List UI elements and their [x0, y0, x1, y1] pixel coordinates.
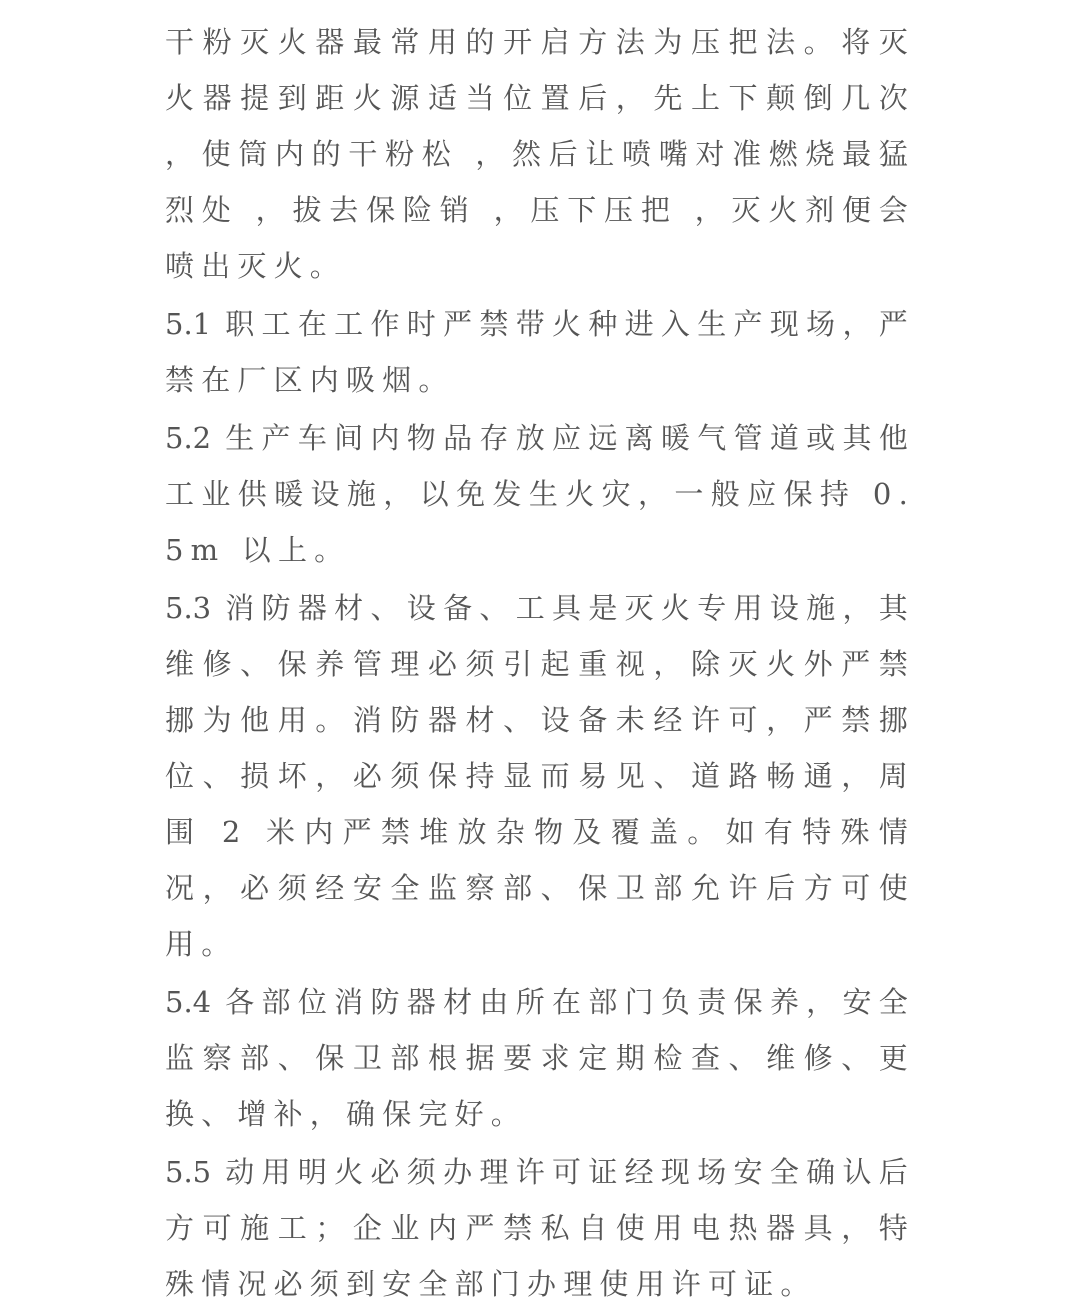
paragraph-5-2	[165, 410, 915, 578]
document-body	[165, 14, 915, 1314]
paragraph-text: 动用明火必须办理许可证经现场安全确认后方可施工；企业内严禁私自使用电热器具，特殊情况必须到安全部门办理使用许可证。	[165, 1155, 915, 1301]
paragraph-5-5	[165, 1144, 915, 1312]
section-number: 5.4	[165, 985, 212, 1019]
paragraph-text: 职工在工作时严禁带火种进入生产现场，严禁在厂区内吸烟。	[165, 307, 915, 397]
paragraph-text: 消防器材、设备、工具是灭火专用设施，其维修、保养管理必须引起重视，除灭火外严禁挪为他用。消防器材、设备未经许可，严禁挪位、损坏，必须保持显而易见、道路畅通，周围 2 米内严禁堆放杂物及覆盖。如有特殊情况，必须经安全监察部、保卫部允许后方可使用。	[165, 591, 915, 961]
section-number: 5.2	[165, 421, 212, 455]
paragraph-5-3	[165, 580, 915, 972]
paragraph-5-4	[165, 974, 915, 1142]
paragraph-5-1	[165, 296, 915, 408]
section-number: 5.5	[165, 1155, 212, 1189]
paragraph-intro	[165, 14, 915, 294]
section-number: 5.3	[165, 591, 212, 625]
paragraph-text: 生产车间内物品存放应远离暖气管道或其他工业供暖设施，以免发生火灾，一般应保持 0.5m 以上。	[165, 421, 915, 567]
paragraph-text: 干粉灭火器最常用的开启方法为压把法。将灭火器提到距火源适当位置后，先上下颠倒几次 ，使筒内的干粉松 ，然后让喷嘴对准燃烧最猛烈处 ，拔去保险销 ，压下压把 ，灭火剂便会喷出灭火。	[165, 25, 915, 283]
paragraph-text: 各部位消防器材由所在部门负责保养，安全监察部、保卫部根据要求定期检查、维修、更换、增补，确保完好。	[165, 985, 915, 1131]
section-number: 5.1	[165, 307, 212, 341]
